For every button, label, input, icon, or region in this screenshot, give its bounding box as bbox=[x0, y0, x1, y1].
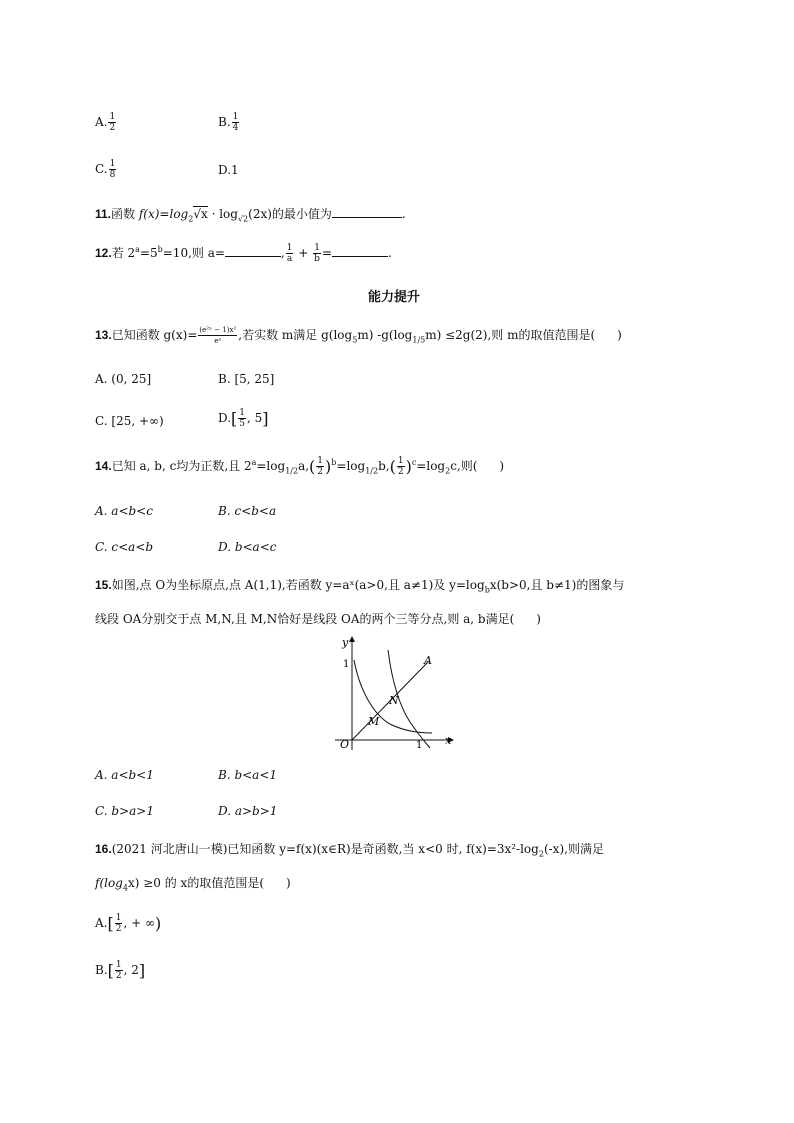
option-a: A. $\frac{1}{2}$ bbox=[95, 112, 116, 133]
q15-option-a: A. a<b<1 bbox=[95, 768, 154, 782]
question-16-line2: $f(\log_4x) \ge 0$ 的 x的取值范围是( ) bbox=[95, 876, 291, 893]
q15-option-b: B. b<a<1 bbox=[218, 768, 278, 782]
y-tick-1: 1 bbox=[343, 659, 350, 670]
x-label: x bbox=[445, 734, 452, 747]
answer-blank-b[interactable] bbox=[332, 246, 388, 257]
q13-option-b: B. [5, 25] bbox=[218, 372, 275, 386]
option-c: C. $\frac{1}{8}$ bbox=[95, 159, 116, 180]
question-16-line1: 16.(2021 河北唐山一模)已知函数 y=f(x)(x∈R)是奇函数,当 x<0 时, $f(x)=3x^2-\log_2(-x)$,则满足 bbox=[95, 842, 604, 859]
question-13: 13.已知函数 g(x)= $\frac{\text{(e²ˣ − 1)x²}}{\text{eˣ}}$ ,若实数 m满足 $g(\log_5m)$ $-g(\log_{1/5}m) \le 2g(2)$,则 m的取值范围是( ) bbox=[95, 326, 622, 345]
q13-option-a: A. (0, 25] bbox=[95, 372, 152, 386]
y-label: y bbox=[342, 636, 349, 649]
option-b: B. $\frac{1}{4}$ bbox=[218, 112, 239, 133]
q14-option-b: B. c<b<a bbox=[218, 504, 277, 518]
option-d: D.1 bbox=[218, 163, 239, 177]
q15-option-d: D. a>b>1 bbox=[218, 804, 278, 818]
q14-option-c: C. c<a<b bbox=[95, 540, 154, 554]
q14-option-d: D. b<a<c bbox=[218, 540, 277, 554]
question-11: 11.函数 $f(x)=\log_2√x \cdot \log_{√2}(2x)$的最小值为 . bbox=[95, 207, 406, 224]
q14-option-a: A. a<b<c bbox=[95, 504, 153, 518]
origin-label: O bbox=[340, 738, 350, 751]
question-14: 14.已知 a, b, c均为正数,且 $2^a=\log_{1/2}a$,( $\frac{1}{2}$ )$^b=\log_{1/2}b$,( $\frac{1}{2}$ )$^c=\log_2c$,则( ) bbox=[95, 456, 505, 477]
q16-option-a: A.[ $\frac{1}{2}$ , + ∞) bbox=[95, 913, 162, 934]
point-a-label: A bbox=[424, 654, 432, 667]
question-12: 12.若 $2^a=5^b=10$,则 a= , $\frac{1}{a}$ + $\frac{1}{b}$ = . bbox=[95, 243, 392, 264]
question-15-line1: 15.如图,点 O为坐标原点,点 A(1,1),若函数 y=aˣ(a>0,且 a≠1)及 $y=\log_bx(b>0$,且 b≠1)的图象与 bbox=[95, 578, 625, 595]
y-axis-arrow bbox=[349, 636, 355, 642]
q13-option-c: C. [25, +∞) bbox=[95, 414, 164, 428]
section-heading: 能力提升 bbox=[368, 290, 421, 305]
answer-blank[interactable] bbox=[332, 207, 402, 218]
function-graph bbox=[330, 632, 460, 752]
answer-blank-a[interactable] bbox=[225, 246, 281, 257]
point-n-label: N bbox=[389, 694, 399, 707]
q16-option-b: B.[ $\frac{1}{2}$ , 2] bbox=[95, 960, 146, 981]
x-tick-1: 1 bbox=[416, 740, 423, 751]
question-15-line2: 线段 OA分别交于点 M,N,且 M,N恰好是线段 OA的两个三等分点,则 a, b满足( ) bbox=[95, 612, 541, 626]
point-m-label: M bbox=[368, 715, 380, 728]
q15-option-c: C. b>a>1 bbox=[95, 804, 154, 818]
q13-option-d: D.[ $\frac{1}{5}$ , 5] bbox=[218, 408, 269, 429]
